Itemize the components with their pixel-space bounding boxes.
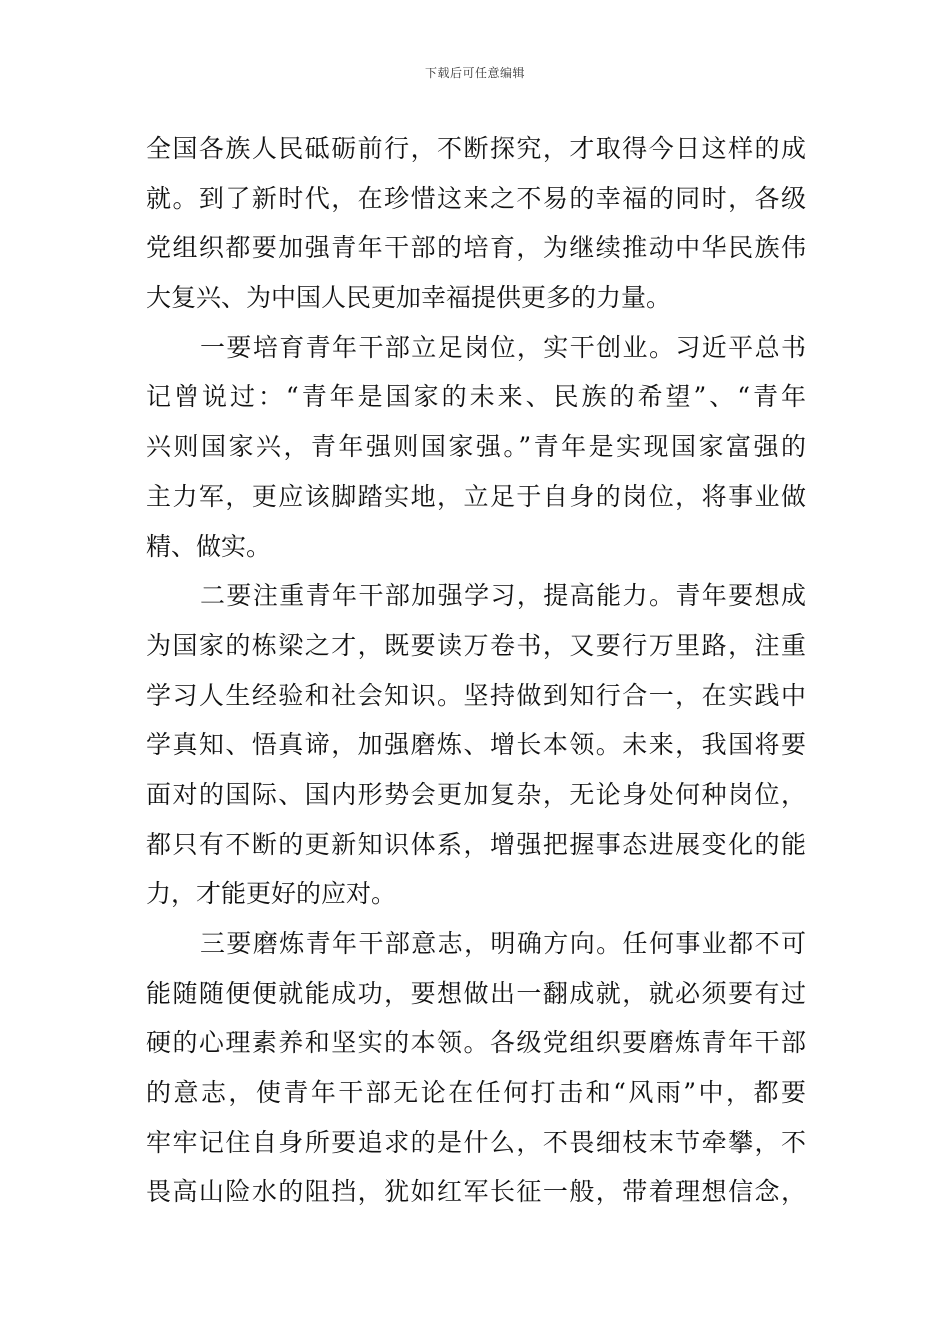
text-line: 党组织都要加强青年干部的培育，为继续推动中华民族伟: [146, 233, 806, 263]
text-line: 兴则国家兴，青年强则国家强。”青年是实现国家富强的: [146, 432, 806, 462]
text-line: 畏高山险水的阻挡，犹如红军长征一般，带着理想信念，: [146, 1177, 806, 1207]
paragraph-start-line: 二要注重青年干部加强学习，提高能力。青年要想成: [200, 581, 806, 611]
text-line: 牢牢记住自身所要追求的是什么，不畏细枝末节牵攀，不: [146, 1127, 806, 1157]
document-body: [146, 124, 806, 1217]
text-line: 精、做实。: [146, 531, 272, 561]
text-line: 就。到了新时代，在珍惜这来之不易的幸福的同时，各级: [146, 183, 806, 213]
text-line: 硬的心理素养和坚实的本领。各级党组织要磨炼青年干部: [146, 1028, 806, 1058]
text-line: 都只有不断的更新知识体系，增强把握事态进展变化的能: [146, 829, 806, 859]
text-line: 学真知、悟真谛，加强磨炼、增长本领。未来，我国将要: [146, 730, 806, 760]
text-line: 学习人生经验和社会知识。坚持做到知行合一，在实践中: [146, 680, 806, 710]
text-line: 大复兴、为中国人民更加幸福提供更多的力量。: [146, 283, 672, 313]
text-line: 主力军，更应该脚踏实地，立足于自身的岗位，将事业做: [146, 481, 806, 511]
text-line: 全国各族人民砥砺前行，不断探究，才取得今日这样的成: [146, 134, 806, 163]
text-line: 记曾说过：“青年是国家的未来、民族的希望”、“青年: [146, 382, 806, 412]
paragraph-start-line: 三要磨炼青年干部意志，明确方向。任何事业都不可: [200, 929, 806, 958]
paragraph-start-line: 一要培育青年干部立足岗位，实干创业。习近平总书: [200, 332, 806, 362]
text-line: 的意志，使青年干部无论在任何打击和“风雨”中，都要: [146, 1078, 806, 1108]
text-line: 面对的国际、国内形势会更加复杂，无论身处何种岗位，: [146, 779, 806, 809]
text-line: 力，才能更好的应对。: [146, 879, 397, 909]
page-header: 下载后可任意编辑: [424, 66, 525, 80]
text-line: 为国家的栋梁之才，既要读万卷书，又要行万里路，注重: [146, 630, 806, 660]
text-line: 能随随便便就能成功，要想做出一翻成就，就必须要有过: [146, 978, 806, 1008]
